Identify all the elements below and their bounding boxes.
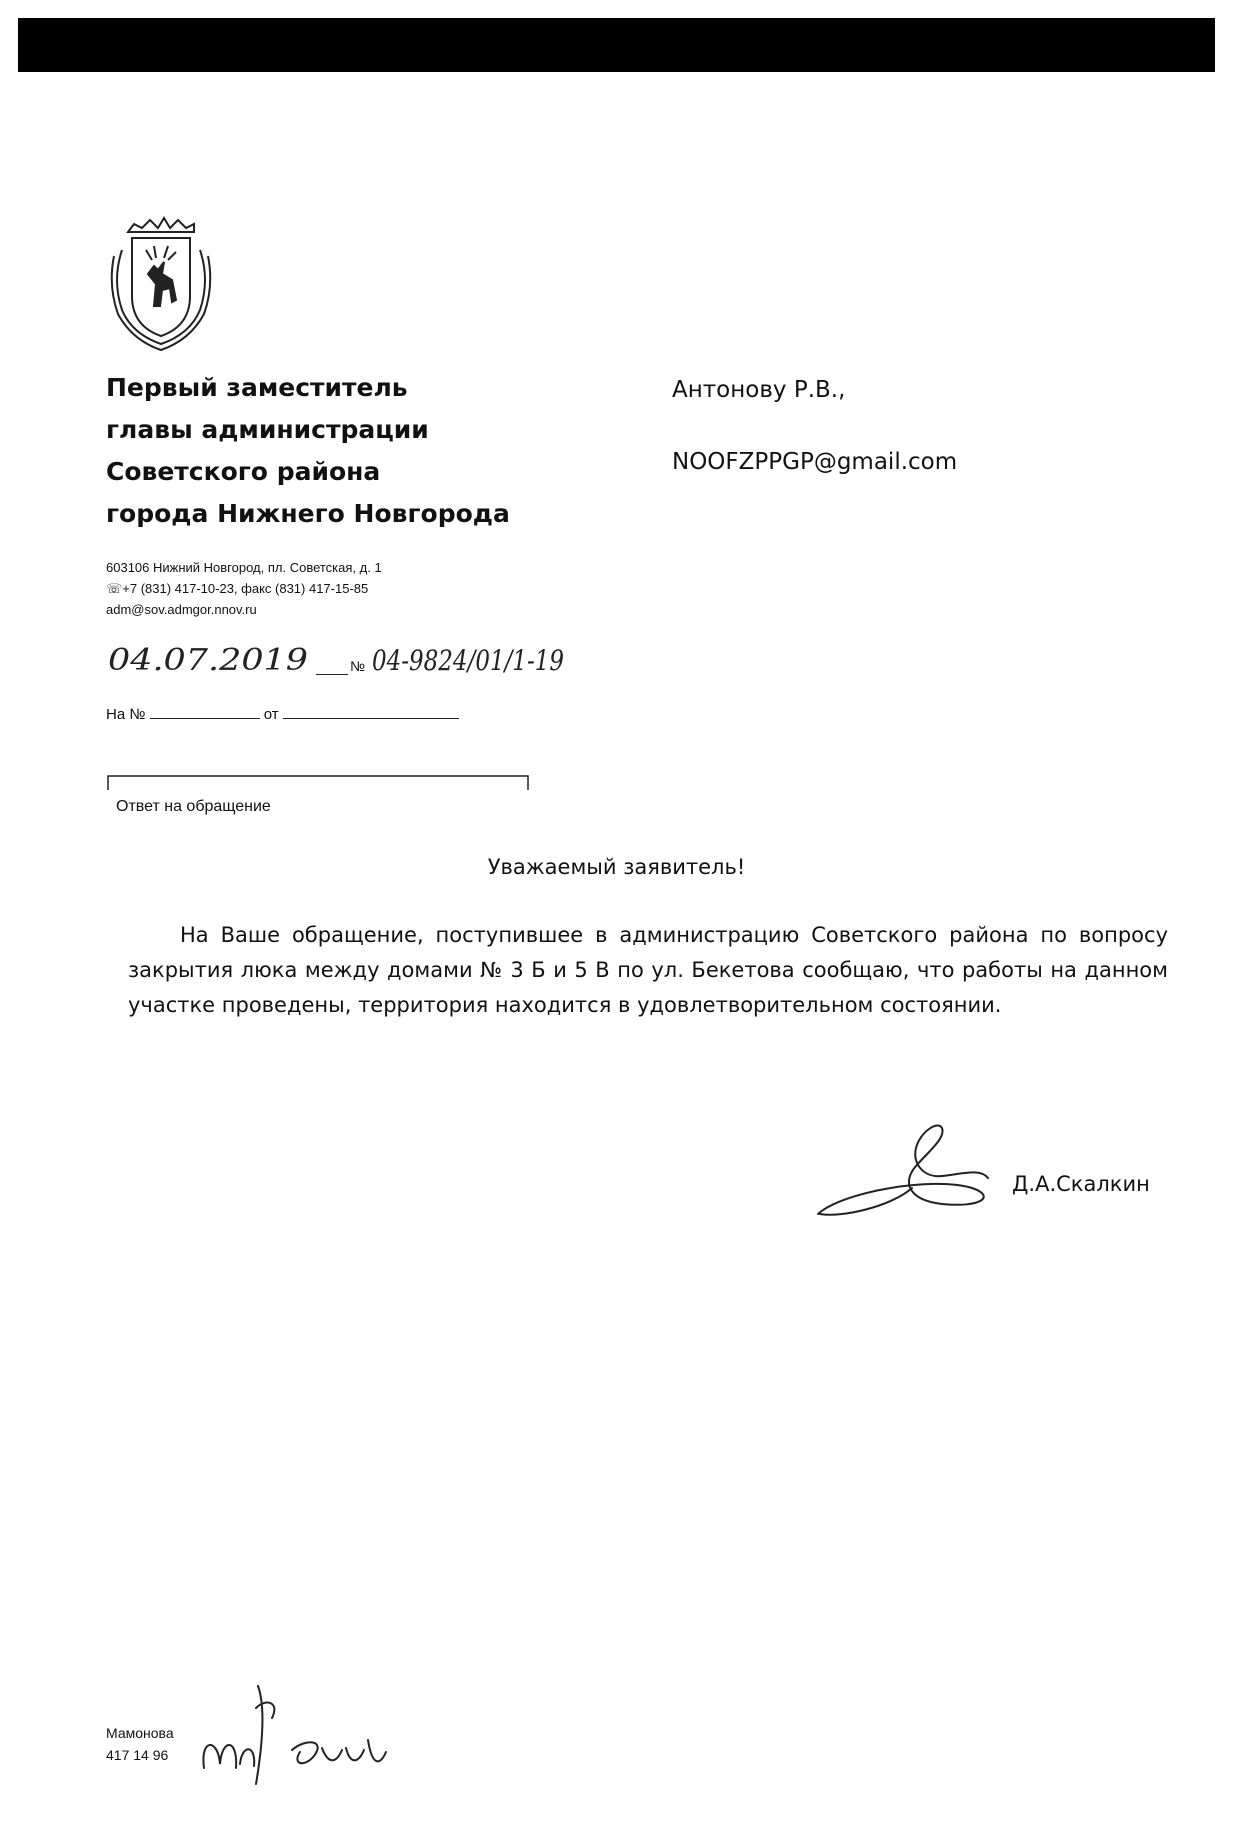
- issuer-title-line: Первый заместитель: [106, 373, 408, 402]
- reference-number-blank: [150, 704, 260, 719]
- issuer-email: adm@sov.admgor.nnov.ru: [106, 602, 257, 617]
- issuer-title-line: города Нижнего Новгорода: [106, 499, 510, 528]
- recipient-email: NOOFZPPGP@gmail.com: [672, 449, 958, 475]
- handwritten-registration-date: [106, 640, 318, 680]
- reference-number-label: На №: [106, 706, 146, 723]
- letter-subject: Ответ на обращение: [116, 798, 271, 815]
- handwritten-initials: [196, 1668, 416, 1788]
- issuer-title: [106, 367, 666, 535]
- executor-phone: 417 14 96: [106, 1747, 169, 1763]
- reference-date-blank: [283, 704, 459, 719]
- issuer-title-line: главы администрации: [106, 415, 429, 444]
- reference-date-label: от: [263, 706, 279, 723]
- subject-bracket: [106, 772, 530, 792]
- issuer-phone: ☏+7 (831) 417-10-23, факс (831) 417-15-85: [106, 581, 369, 596]
- letter-body: На Ваше обращение, поступившее в администрацию Советского района по вопросу закрытия люка между домами № 3 Б и 5 В по ул. Бекетова сообщаю, что работы на данном участке проведены, территория находится в удовлетворительном состоянии.: [128, 923, 1168, 1017]
- recipient-name: Антонову Р.В.,: [672, 377, 846, 403]
- coat-of-arms-emblem: [104, 210, 218, 352]
- date-underline: [316, 674, 348, 675]
- executor-info: [106, 1722, 174, 1766]
- svg-text:04.07.2019: 04.07.2019: [108, 643, 308, 678]
- handwritten-signature: [812, 1118, 1002, 1228]
- issuer-contacts: [106, 557, 382, 620]
- handwritten-registration-number: [370, 640, 570, 680]
- executor-name: Мамонова: [106, 1725, 174, 1741]
- registration-line: [106, 640, 566, 688]
- salutation: Уважаемый заявитель!: [487, 855, 746, 879]
- svg-text:04-9824/01/1-19: 04-9824/01/1-19: [372, 644, 564, 677]
- issuer-address: 603106 Нижний Новгород, пл. Советская, д. 1: [106, 560, 382, 575]
- issuer-title-line: Советского района: [106, 457, 381, 486]
- reference-line: [106, 704, 459, 723]
- registration-number-label: №: [350, 658, 366, 674]
- redaction-bar: [18, 18, 1215, 72]
- signer-name: Д.А.Скалкин: [1012, 1172, 1150, 1196]
